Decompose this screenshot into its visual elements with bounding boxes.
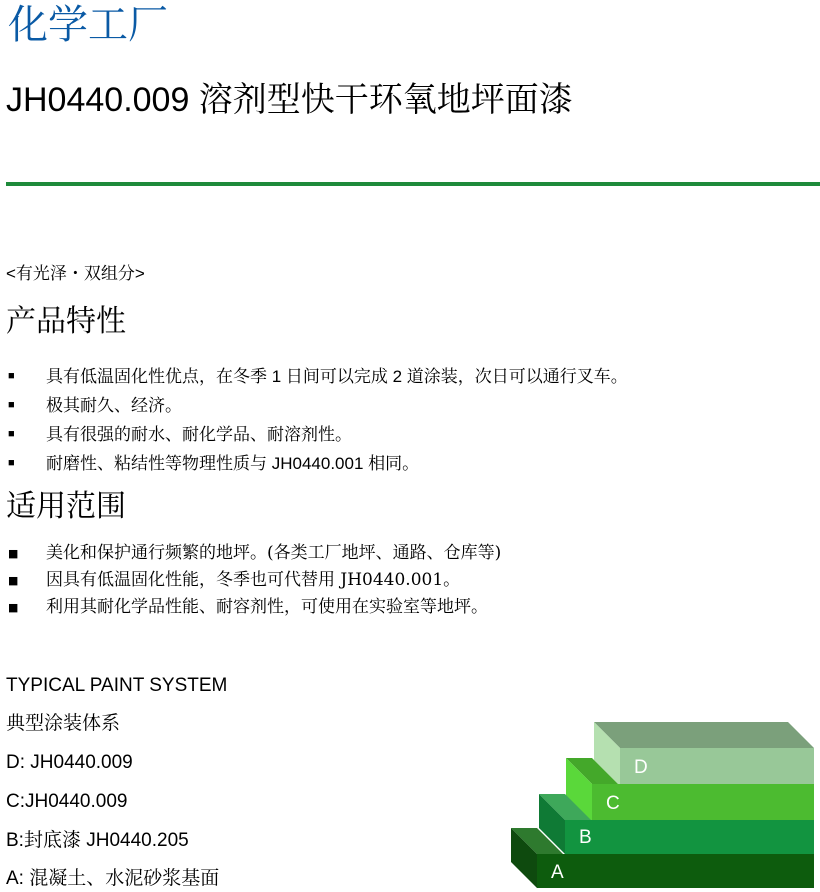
product-title: JH0440.009 溶剂型快干环氧地坪面漆	[6, 81, 573, 119]
list-item-text: 因具有低温固化性能，冬季也可代替用 JH0440.001。	[46, 570, 461, 590]
list-item-text: 具有低温固化性优点，在冬季 1 日间可以完成 2 道涂装，次日可以通行叉车。	[46, 367, 628, 386]
paint-system-title-cn: 典型涂装体系	[6, 713, 121, 734]
features-heading: 产品特性	[6, 305, 126, 338]
list-item	[8, 594, 501, 621]
list-item-text: 利用其耐化学品性能、耐容剂性，可使用在实验室等地坪。	[46, 597, 488, 617]
step-c-label: C	[606, 793, 620, 814]
paint-layer-a: A: 混凝土、水泥砂浆基面	[6, 868, 220, 889]
bullet-icon: ■	[8, 574, 19, 587]
brand-title: 化学工厂	[8, 3, 168, 47]
list-item	[8, 391, 628, 420]
product-tagline: <有光泽・双组分>	[6, 264, 145, 283]
applications-list	[8, 540, 501, 621]
list-item	[8, 567, 501, 594]
bullet-icon: ■	[8, 370, 15, 382]
list-item-text: 极其耐久、经济。	[46, 396, 182, 415]
paint-layer-d: D: JH0440.009	[6, 752, 133, 773]
list-item-text: 耐磨性、粘结性等物理性质与 JH0440.001 相同。	[46, 454, 420, 473]
list-item	[8, 540, 501, 567]
paint-system-diagram	[508, 720, 816, 888]
step-d-front	[620, 748, 814, 786]
list-item	[8, 449, 628, 478]
bullet-icon: ■	[8, 601, 19, 614]
applications-heading: 适用范围	[6, 490, 126, 523]
step-a-label: A	[551, 862, 564, 883]
step-b-front	[565, 820, 814, 854]
header-divider	[6, 182, 820, 186]
list-item	[8, 420, 628, 449]
step-a-front	[537, 854, 814, 888]
list-item-text: 美化和保护通行频繁的地坪。(各类工厂地坪、通路、仓库等)	[46, 543, 502, 563]
step-b-label: B	[579, 827, 592, 848]
step-d-top	[594, 722, 814, 748]
list-item	[8, 362, 628, 391]
paint-system-title-en: TYPICAL PAINT SYSTEM	[6, 675, 228, 696]
step-d-label: D	[634, 757, 648, 778]
paint-layer-c: C:JH0440.009	[6, 791, 128, 812]
bullet-icon: ■	[8, 399, 15, 411]
features-list	[8, 362, 628, 478]
list-item-text: 具有很强的耐水、耐化学品、耐溶剂性。	[46, 425, 352, 444]
paint-layer-b: B:封底漆 JH0440.205	[6, 830, 189, 851]
bullet-icon: ■	[8, 428, 15, 440]
bullet-icon: ■	[8, 547, 19, 560]
step-c-front	[592, 784, 814, 822]
bullet-icon: ■	[8, 457, 15, 469]
